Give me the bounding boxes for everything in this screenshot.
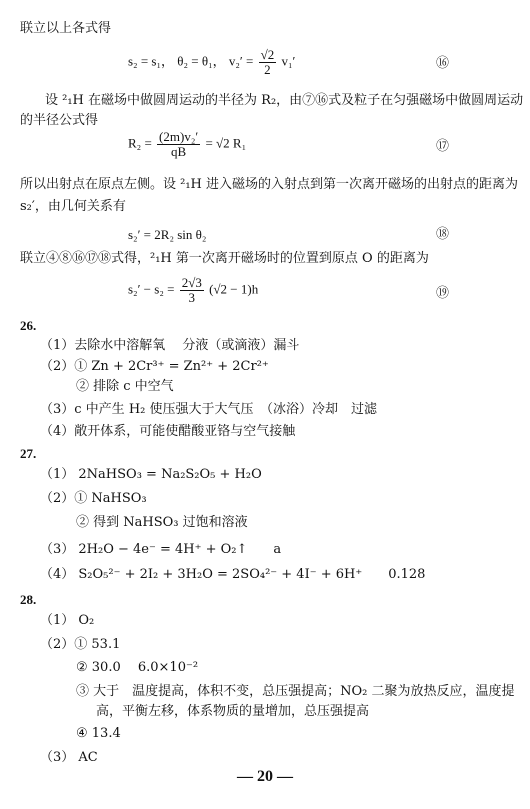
answer-line: （2）① NaHSO₃ bbox=[40, 491, 147, 506]
text-line: 联立以上各式得 bbox=[20, 21, 112, 36]
equation-part: R₂ = bbox=[128, 135, 152, 151]
text-line: s₂′，由几何关系有 bbox=[20, 199, 126, 214]
text-line: 所以出射点在原点左侧。设 ²₁H 进入磁场的入射点到第一次离开磁场的出射点的距离为 bbox=[20, 177, 519, 192]
equation-number: ⑲ bbox=[436, 286, 450, 301]
equation-17 bbox=[128, 130, 246, 159]
text-line: 设 ²₁H 在磁场中做圆周运动的半径为 R₂，由⑦⑯式及粒子在匀强磁场中做圆周运动 bbox=[45, 93, 524, 108]
fraction-denominator: 3 bbox=[188, 290, 196, 305]
fraction-numerator: √2 bbox=[260, 47, 275, 62]
answer-line: （1）去除水中溶解氧 分液（或滴液）漏斗 bbox=[40, 338, 300, 353]
fraction bbox=[180, 276, 204, 305]
equation-part: = √2 R₁ bbox=[205, 135, 247, 151]
answer-line: （1） O₂ bbox=[40, 613, 95, 628]
equation-part: v₁′ bbox=[281, 53, 296, 69]
text-line: 的半径公式得 bbox=[20, 113, 99, 128]
equation-19 bbox=[128, 276, 258, 305]
fraction bbox=[259, 48, 277, 77]
equation-number: ⑱ bbox=[436, 227, 450, 242]
answer-line: （3）c 中产生 H₂ 使压强大于大气压 （冰浴）冷却 过滤 bbox=[40, 402, 377, 417]
answer-line: （2）① 53.1 bbox=[40, 637, 121, 652]
answer-line: ④ 13.4 bbox=[76, 726, 121, 741]
section-number: 28. bbox=[20, 592, 37, 607]
equation-part: s₂ = s₁， θ₂ = θ₁， v₂′ = bbox=[128, 53, 254, 69]
equation-number: ⑯ bbox=[436, 56, 450, 71]
page-number: — 20 — bbox=[237, 768, 293, 785]
answer-line: （4） S₂O₅²⁻ + 2I₂ + 3H₂O = 2SO₄²⁻ + 4I⁻ + 6H⁺ 0.128 bbox=[40, 567, 426, 582]
section-number: 26. bbox=[20, 318, 37, 333]
equation-part: s₂′ − s₂ = bbox=[128, 281, 175, 297]
answer-line: 高，平衡左移，体系物质的量增加，总压强提高 bbox=[96, 704, 370, 719]
answer-line: ② 得到 NaHSO₃ 过饱和溶液 bbox=[76, 515, 248, 530]
answer-line: （1） 2NaHSO₃ = Na₂S₂O₅ + H₂O bbox=[40, 467, 262, 482]
answer-line: ② 30.0 6.0×10⁻² bbox=[76, 660, 199, 675]
answer-line: （2）① Zn + 2Cr³⁺ = Zn²⁺ + 2Cr²⁺ bbox=[40, 359, 269, 374]
section-number: 27. bbox=[20, 446, 37, 461]
equation-part: (√2 − 1)h bbox=[209, 281, 259, 297]
fraction-numerator: 2√3 bbox=[181, 275, 202, 290]
answer-line: ② 排除 c 中空气 bbox=[76, 379, 174, 394]
text-line: 联立④⑧⑯⑰⑱式得，²₁H 第一次离开磁场时的位置到原点 O 的距离为 bbox=[20, 251, 429, 266]
equation-16 bbox=[128, 48, 295, 77]
answer-line: （3） 2H₂O − 4e⁻ = 4H⁺ + O₂↑ a bbox=[40, 542, 282, 557]
fraction-denominator: 2 bbox=[264, 62, 271, 77]
equation-18: s₂′ = 2R₂ sin θ₂ bbox=[128, 227, 207, 242]
answer-line: （4）敞开体系，可能使醋酸亚铬与空气接触 bbox=[40, 424, 296, 439]
fraction-denominator: qB bbox=[171, 144, 187, 159]
answer-line: ③ 大于 温度提高，体积不变，总压强提高；NO₂ 二聚为放热反应，温度提 bbox=[76, 684, 515, 699]
equation-number: ⑰ bbox=[436, 139, 450, 154]
answer-line: （3） AC bbox=[40, 750, 98, 765]
fraction-numerator: (2m)v₂′ bbox=[159, 129, 199, 144]
fraction bbox=[157, 130, 200, 159]
